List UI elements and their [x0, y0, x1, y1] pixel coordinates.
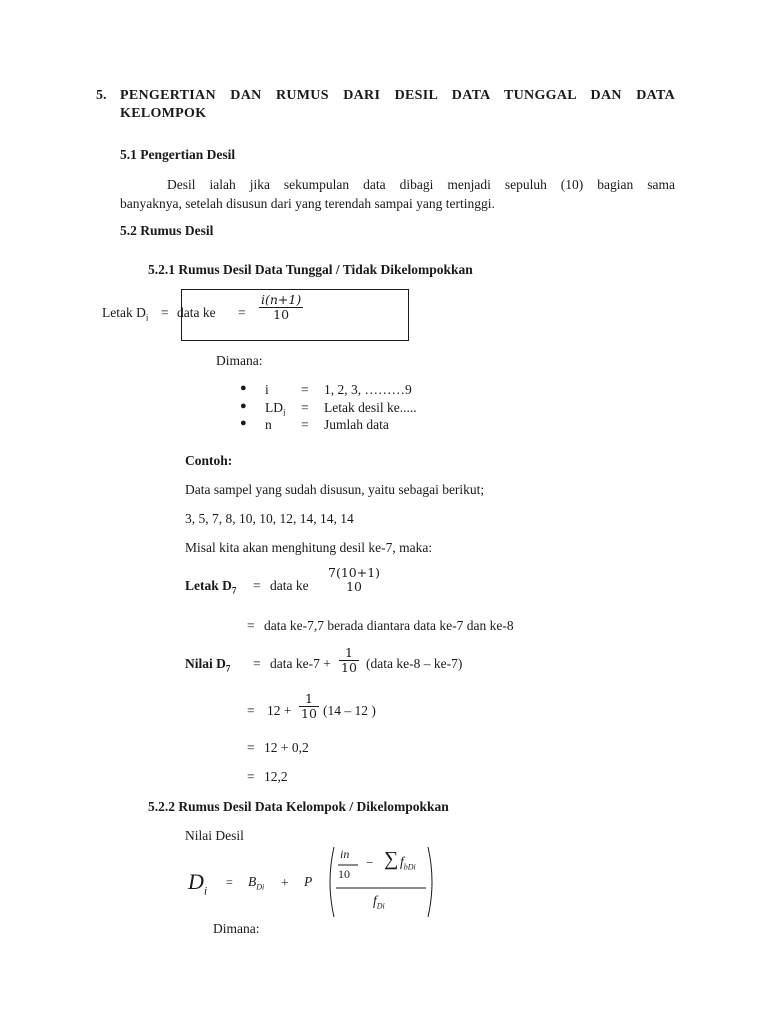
def-eq: =: [301, 400, 309, 415]
bullet-icon: ●: [240, 382, 247, 394]
formula-plus: +: [281, 875, 289, 890]
letak-result-eq: =: [247, 618, 255, 633]
letak-d7-eq: =: [253, 578, 261, 593]
letak-label: Letak $D_i$: [102, 305, 149, 323]
step4-eq: =: [247, 769, 255, 784]
in-den: 10: [338, 867, 350, 881]
formula-b: $B_{Di}$: [248, 874, 265, 892]
letak-d7-den: 10: [346, 579, 362, 595]
paragraph-line1: Desil ialah jika sekumpulan data dibagi menjadi sepuluh (10) bagian sama: [167, 177, 675, 192]
nilai-d7-num: 1: [344, 645, 353, 660]
def-symbol: n: [265, 417, 272, 432]
def-desc: Jumlah data: [324, 417, 389, 432]
right-paren-icon: [428, 847, 432, 917]
group-formula: [188, 845, 438, 920]
paragraph-line2: banyaknya, setelah disusun dari yang terendah sampai yang tertinggi.: [120, 196, 495, 211]
step2-pre: 12 +: [267, 703, 292, 718]
formula-f-bdi: $f_{bDi}$: [400, 854, 416, 872]
dimana-label: Dimana:: [216, 353, 263, 368]
letak-equals: =: [161, 305, 169, 320]
step2-num: 1: [304, 691, 313, 706]
step2-tail: (14 – 12 ): [323, 703, 376, 718]
letak-result-text: data ke-7,7 berada diantara data ke-7 dan ke-8: [264, 618, 514, 633]
step3-text: 12 + 0,2: [264, 740, 309, 755]
letak-data-ke: data ke: [177, 305, 216, 320]
def-symbol: $LD_i$: [265, 400, 286, 418]
formula-f-di: $f_{Di}$: [373, 893, 385, 911]
section-title-line1: PENGERTIAN DAN RUMUS DARI DESIL DATA TUNGGAL DAN DATA: [120, 88, 675, 103]
def-desc: Letak desil ke.....: [324, 400, 417, 415]
example-desil-7: Misal kita akan menghitung desil ke-7, maka:: [185, 540, 433, 555]
letak-d7-fraction: [326, 566, 382, 595]
letak-d7-label: Letak $D_7$: [185, 578, 237, 596]
def-symbol: i: [265, 382, 269, 397]
sigma-icon: ∑: [384, 848, 399, 870]
nilai-desil-label: Nilai Desil: [185, 828, 244, 843]
nilai-d7-tail: (data ke-8 – ke-7): [366, 656, 463, 671]
in-num: in: [340, 847, 350, 861]
formula-p: P: [304, 874, 313, 889]
nilai-d7-den: 10: [341, 660, 357, 676]
section-title-line2: KELOMPOK: [120, 106, 207, 121]
example-intro: Data sampel yang sudah disusun, yaitu sebagai berikut;: [185, 482, 485, 497]
nilai-d7-text: data ke-7 +: [270, 656, 331, 671]
step2-fraction: [299, 692, 319, 722]
contoh-label: Contoh:: [185, 453, 233, 468]
nilai-d7-fraction: [339, 646, 359, 676]
letak-fraction-num: i(n+1): [261, 292, 302, 307]
letak-d7-num: 7(10+1): [328, 565, 381, 580]
section-title: [120, 88, 675, 122]
left-paren-icon: [330, 847, 334, 917]
nilai-d7-label: Nilai $D_7$: [185, 656, 231, 674]
def-desc: 1, 2, 3, ………9: [324, 382, 412, 397]
letak-fraction-den: 10: [259, 307, 303, 322]
heading-5-1: 5.1 Pengertian Desil: [120, 147, 236, 162]
bullet-icon: ●: [240, 400, 247, 412]
formula-minus: −: [366, 855, 374, 870]
letak-equals-2: =: [238, 305, 246, 320]
step4-text: 12,2: [264, 769, 288, 784]
formula-lhs: $D_i$: [188, 869, 208, 898]
heading-5-2-2: 5.2.2 Rumus Desil Data Kelompok / Dikelompokkan: [148, 799, 449, 814]
dimana-label-2: Dimana:: [213, 921, 260, 936]
def-eq: =: [301, 417, 309, 432]
step2-den: 10: [301, 706, 317, 722]
heading-5-2: 5.2 Rumus Desil: [120, 223, 214, 238]
bullet-icon: ●: [240, 417, 247, 429]
step3-eq: =: [247, 740, 255, 755]
formula-eq: =: [226, 875, 233, 889]
section-number: 5.: [96, 88, 107, 103]
letak-result-row: [247, 618, 514, 634]
paragraph-definition: [120, 175, 675, 213]
def-eq: =: [301, 382, 309, 397]
step2-eq: =: [247, 703, 255, 718]
example-data: 3, 5, 7, 8, 10, 10, 12, 14, 14, 14: [185, 511, 354, 526]
step4-row: [247, 769, 288, 785]
letak-d7-text: data ke: [270, 578, 309, 593]
nilai-d7-eq: =: [253, 656, 261, 671]
heading-5-2-1: 5.2.1 Rumus Desil Data Tunggal / Tidak Dikelompokkan: [148, 262, 473, 277]
letak-fraction: [259, 293, 303, 323]
step3-row: [247, 740, 309, 756]
